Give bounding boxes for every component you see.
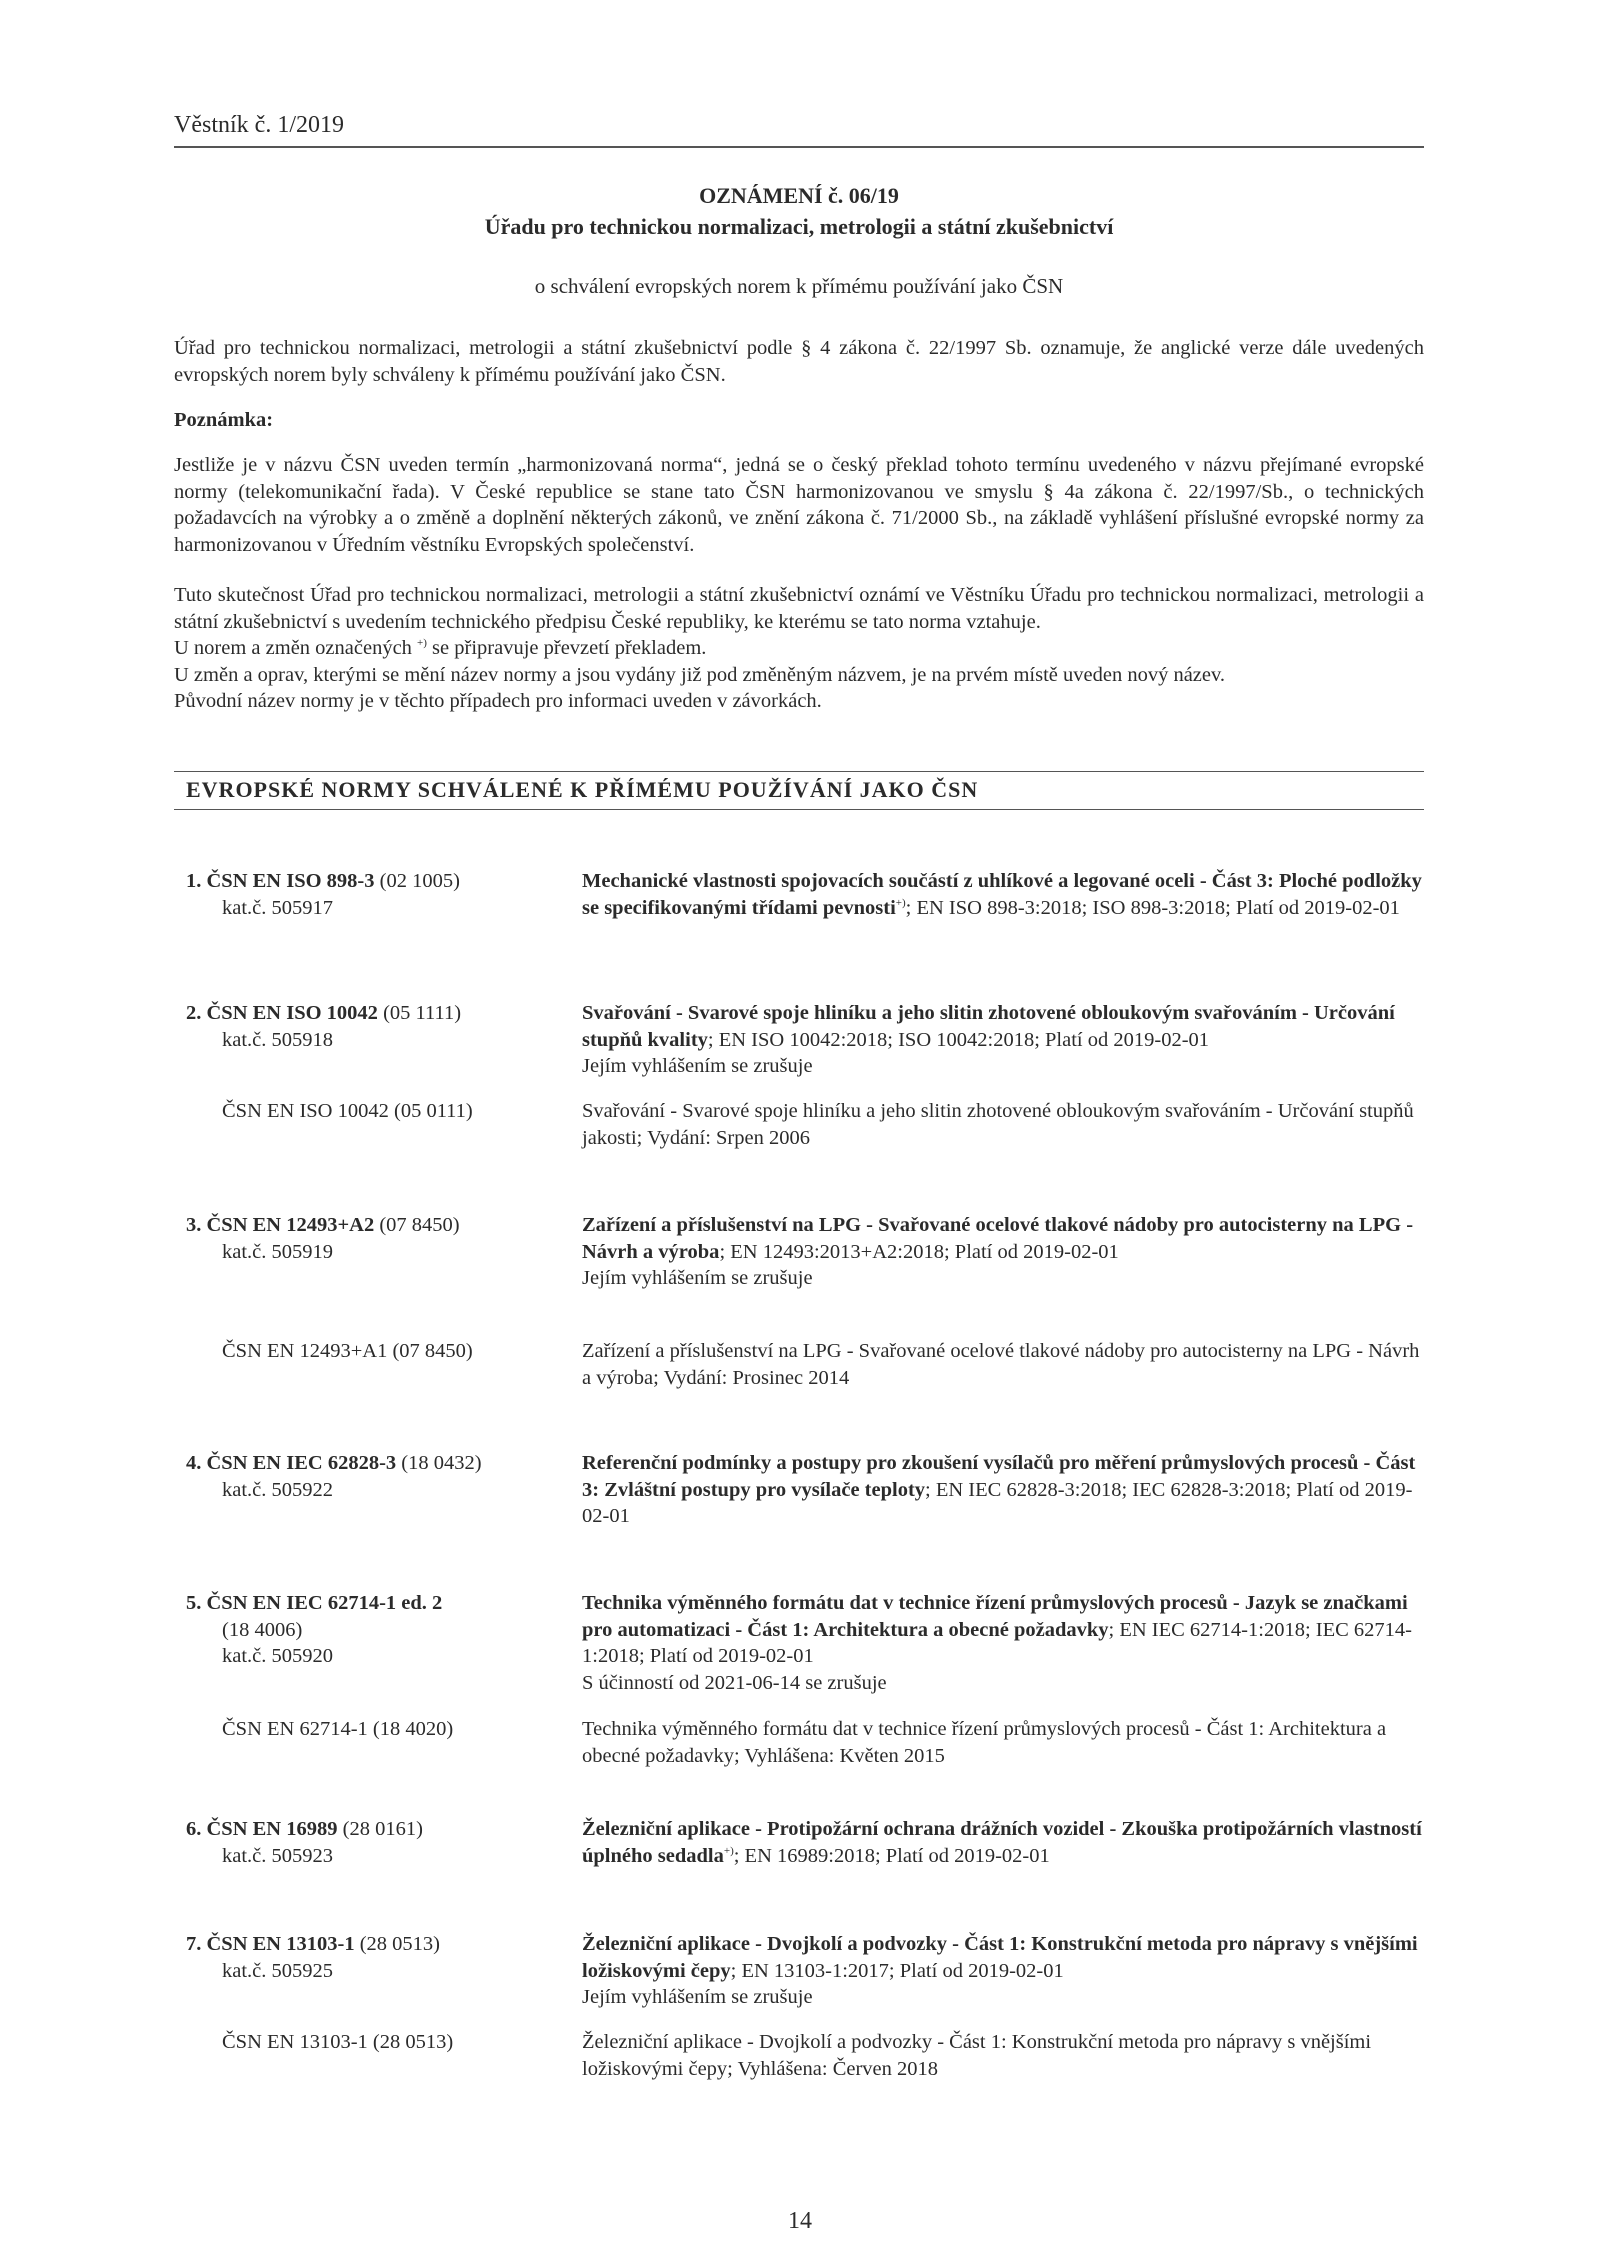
norm-title: Mechanické vlastnosti spojovacích součástí z uhlíkové a legované oceli - Část 3: Ploché podložky se specifikovanými třídami pevnosti [582, 870, 1422, 919]
page-number: 14 [788, 2208, 812, 2234]
catalog-number: kat.č. 505920 [222, 1645, 334, 1667]
replaces-note: S účinností od 2021-06-14 se zrušuje [582, 1671, 887, 1694]
header-rule [174, 146, 1424, 148]
section-rule-bottom [174, 809, 1424, 810]
announcement-title: OZNÁMENÍ č. 06/19 [699, 183, 899, 208]
note-paragraph: Jestliže je v názvu ČSN uveden termín „harmonizovaná norma“, jedná se o český překlad tohoto termínu uvedeného v názvu přejímané evropské normy (telekomunikační řada). V České republice se stane tato ČSN harmonizovanou ve smyslu § 4a zákona č. 22/1997/Sb., o technických požadavcích na výrobky a o změně a doplnění některých zákonů, ve znění zákona č. 71/2000 Sb., na základě vyhlášení příslušné evropské normy za harmonizovanou v Úředním věstníku Evropských společenství. [174, 454, 1424, 556]
replaces-note: Jejím vyhlášením se zrušuje [582, 1986, 813, 2008]
norm-identifier [186, 868, 546, 921]
norm-details: ; EN 16989:2018; Platí od 2019-02-01 [733, 1844, 1050, 1867]
norm-code: (02 1005) [379, 870, 460, 892]
fact-line-2 [174, 635, 1424, 662]
norm-title: Referenční podmínky a postupy pro zkoušení vysílačů pro měření průmyslových procesů - Část 3: Zvláštní postupy pro vysílače teploty [582, 1452, 1416, 1501]
announcement-lead: o schválení evropských norem k přímému používání jako ČSN [534, 274, 1064, 298]
fact-line-1: Tuto skutečnost Úřad pro technickou normalizaci, metrologii a státní zkušebnictví oznámí ve Věstníku Úřadu pro technickou normalizaci, metrologii a státní zkušebnictví s uvedením technického předpisu České republiky, ke kterému se tato norma vztahuje. [174, 584, 1424, 633]
note-label: Poznámka: [174, 409, 274, 431]
replaced-norm-label [186, 1716, 546, 1743]
replaced-norm-id: ČSN EN 12493+A1 (07 8450) [222, 1340, 473, 1362]
catalog-number: kat.č. 505923 [222, 1844, 334, 1867]
norm-identifier [186, 1931, 546, 1984]
norm-number: 5. ČSN EN IEC 62714-1 ed. 2 [186, 1592, 443, 1614]
norm-number: 2. ČSN EN ISO 10042 [186, 1002, 378, 1024]
replaces-note: Jejím vyhlášením se zrušuje [582, 1055, 813, 1077]
footnote-marker: +) [895, 896, 906, 909]
norm-details: ; EN 13103-1:2017; Platí od 2019-02-01 [730, 1959, 1064, 1982]
replaced-norm-title: Železniční aplikace - Dvojkolí a podvozky - Část 1: Konstrukční metoda pro nápravy s vnějšími ložiskovými čepy; Vyhlášena: Červen 2018 [582, 2031, 1372, 2080]
norm-code: (28 0513) [359, 1933, 440, 1955]
fact-line-4: Původní název normy je v těchto případech pro informaci uveden v závorkách. [174, 690, 822, 712]
norm-identifier [186, 1212, 546, 1265]
norm-code: (05 1111) [383, 1002, 462, 1024]
replaced-norm-label [186, 1098, 546, 1125]
norm-code: (28 0161) [342, 1818, 423, 1840]
replaced-norm-title: Technika výměnného formátu dat v technice řízení průmyslových procesů - Část 1: Architektura a obecné požadavky; Vyhlášena: Květen 2015 [582, 1718, 1387, 1767]
fact-paragraph [174, 582, 1424, 715]
norm-details: ; EN ISO 898-3:2018; ISO 898-3:2018; Platí od 2019-02-01 [905, 896, 1400, 919]
norm-description [582, 868, 1424, 921]
fact-line-2-before: U norem a změn označených [174, 637, 412, 659]
catalog-number: kat.č. 505918 [222, 1028, 334, 1051]
footnote-marker: +) [417, 637, 427, 650]
replaced-norm-label [186, 1338, 546, 1365]
norm-description [582, 1816, 1424, 1869]
norm-number: 3. ČSN EN 12493+A2 [186, 1214, 375, 1236]
fact-line-3: U změn a oprav, kterými se mění název normy a jsou vydány již pod změněným názvem, je na prvém místě uveden nový název. [174, 663, 1226, 686]
fact-line-2-after: se připravuje převzetí překladem. [432, 637, 707, 659]
norm-code: (18 4006) [222, 1618, 303, 1641]
norm-title: Technika výměnného formátu dat v technice řízení průmyslových procesů - Jazyk se značkami pro automatizaci - Část 1: Architektura a obecné požadavky [582, 1592, 1408, 1641]
norm-identifier [186, 1450, 546, 1503]
footnote-marker: +) [723, 1844, 734, 1857]
replaced-norm-title: Zařízení a příslušenství na LPG - Svařované ocelové tlakové nádoby pro autocisterny na LPG - Návrh a výroba; Vydání: Prosinec 2014 [582, 1340, 1420, 1389]
norm-details: ; EN 12493:2013+A2:2018; Platí od 2019-02-01 [719, 1240, 1119, 1263]
replaces-note: Jejím vyhlášením se zrušuje [582, 1267, 813, 1289]
norm-code: (07 8450) [379, 1214, 460, 1236]
norm-details: ; EN IEC 62828-3:2018; IEC 62828-3:2018; Platí od 2019-02-01 [582, 1478, 1413, 1527]
catalog-number: kat.č. 505925 [222, 1959, 334, 1982]
norm-details: ; EN IEC 62714-1:2018; IEC 62714-1:2018; Platí od 2019-02-01 [582, 1618, 1413, 1667]
norm-title: Svařování - Svarové spoje hliníku a jeho slitin zhotovené obloukovým svařováním - Určování stupňů kvality [582, 1002, 1395, 1051]
norm-title: Zařízení a příslušenství na LPG - Svařované ocelové tlakové nádoby pro autocisterny na LPG - Návrh a výroba [582, 1214, 1414, 1263]
intro-paragraph: Úřad pro technickou normalizaci, metrologii a státní zkušebnictví podle § 4 zákona č. 22/1997 Sb. oznamuje, že anglické verze dále uvedených evropských norem byly schváleny k přímému používání jako ČSN. [174, 337, 1424, 386]
norm-number: 1. ČSN EN ISO 898-3 [186, 870, 375, 892]
section-rule-top [174, 771, 1424, 772]
catalog-number: kat.č. 505919 [222, 1240, 334, 1263]
replaced-norm-id: ČSN EN ISO 10042 (05 0111) [222, 1100, 473, 1122]
norm-description [582, 1931, 1424, 2011]
section-heading: EVROPSKÉ NORMY SCHVÁLENÉ K PŘÍMÉMU POUŽÍVÁNÍ JAKO ČSN [186, 777, 979, 802]
replaced-norm-title: Svařování - Svarové spoje hliníku a jeho slitin zhotovené obloukovým svařováním - Určování stupňů jakosti; Vydání: Srpen 2006 [582, 1100, 1414, 1149]
replaced-norm-id: ČSN EN 62714-1 (18 4020) [222, 1718, 454, 1740]
bulletin-header: Věstník č. 1/2019 [174, 112, 344, 138]
norm-identifier [186, 1000, 546, 1053]
replaced-norm-label [186, 2029, 546, 2056]
norm-title: Železniční aplikace - Dvojkolí a podvozky - Část 1: Konstrukční metoda pro nápravy s vnějšími ložiskovými čepy [582, 1933, 1418, 1982]
norm-number: 4. ČSN EN IEC 62828-3 [186, 1452, 397, 1474]
norm-details: ; EN ISO 10042:2018; ISO 10042:2018; Platí od 2019-02-01 [707, 1028, 1210, 1051]
norm-number: 7. ČSN EN 13103-1 [186, 1933, 355, 1955]
norm-description [582, 1590, 1424, 1696]
norm-title: Železniční aplikace - Protipožární ochrana drážních vozidel - Zkouška protipožárních vlastností úplného sedadla [582, 1818, 1422, 1867]
norm-code: (18 0432) [401, 1452, 482, 1474]
replaced-norm-id: ČSN EN 13103-1 (28 0513) [222, 2031, 454, 2053]
norm-description [582, 1212, 1424, 1292]
catalog-number: kat.č. 505922 [222, 1478, 334, 1501]
norm-number: 6. ČSN EN 16989 [186, 1818, 338, 1840]
catalog-number: kat.č. 505917 [222, 896, 334, 919]
norm-identifier [186, 1590, 546, 1670]
announcement-subtitle: Úřadu pro technickou normalizaci, metrologii a státní zkušebnictví [484, 214, 1114, 239]
norm-identifier [186, 1816, 546, 1869]
norm-description [582, 1450, 1424, 1530]
norm-description [582, 1000, 1424, 1080]
